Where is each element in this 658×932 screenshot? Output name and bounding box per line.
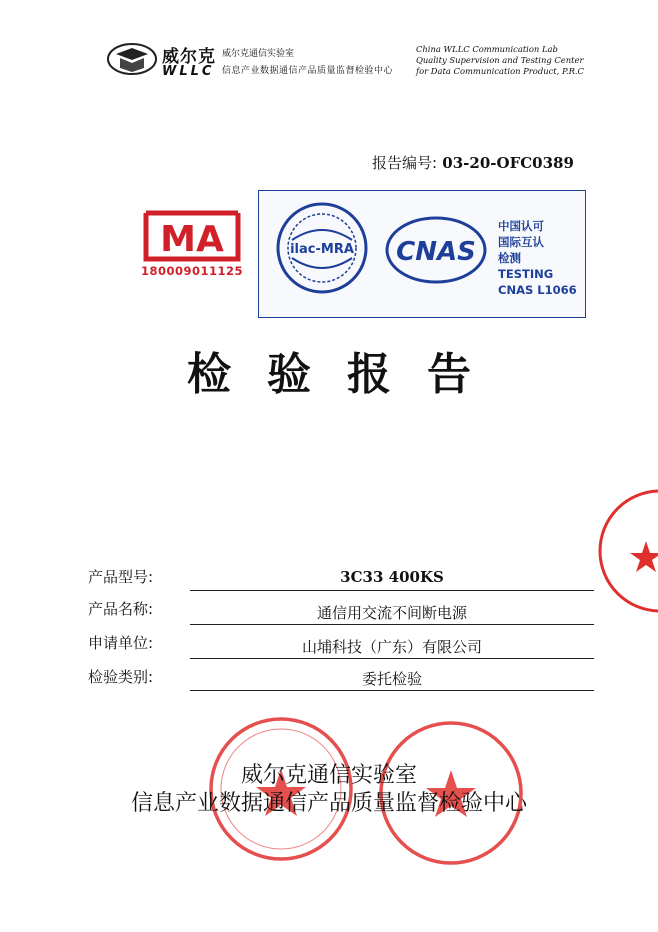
edge-seal-icon [580, 486, 658, 616]
letterhead-en-line: Quality Supervision and Testing Center [416, 55, 584, 65]
field-label-model: 产品型号: [88, 568, 154, 586]
wllc-logo-icon [106, 42, 158, 76]
cnas-caption-line: TESTING [498, 267, 554, 281]
lab-chinese-name: 威尔克通信实验室 [222, 49, 295, 59]
letterhead-en-line: China WLLC Communication Lab [416, 44, 558, 54]
field-value-applicant: 山埔科技（广东）有限公司 [301, 638, 482, 656]
letterhead-english-block [416, 44, 584, 77]
cnas-logo-icon [384, 214, 488, 286]
field-value-category: 委托检验 [361, 670, 422, 688]
brand-chinese-name: 威尔克 [162, 47, 216, 67]
field-value-name: 通信用交流不间断电源 [316, 604, 467, 622]
cnas-caption-line: CNAS L1066 [498, 283, 577, 297]
report-number-label: 报告编号: [372, 154, 438, 172]
document-title: 检验报告 [187, 349, 507, 400]
cma-text: MA [160, 219, 224, 260]
field-label-category: 检验类别: [88, 668, 154, 686]
ilac-mra-icon [274, 200, 370, 296]
field-label-name: 产品名称: [88, 600, 154, 618]
cnas-caption-line: 中国认可 [498, 219, 544, 233]
cnas-text: CNAS [396, 237, 476, 267]
field-underline [190, 658, 594, 659]
cnas-caption-line: 检测 [498, 251, 521, 265]
field-underline [190, 590, 594, 591]
report-number [372, 152, 574, 173]
cnas-caption-line: 国际互认 [498, 235, 544, 249]
field-underline [190, 690, 594, 691]
cma-number: 180009011125 [140, 264, 244, 278]
cnas-caption [498, 218, 577, 298]
field-underline [190, 624, 594, 625]
field-label-applicant: 申请单位: [88, 634, 154, 652]
field-value-model: 3C33 400KS [340, 568, 444, 586]
issuer-center-name: 信息产业数据通信产品质量监督检验中心 [130, 791, 527, 816]
report-number-value: 03-20-OFC0389 [442, 154, 574, 172]
ilac-text: ilac-MRA [290, 242, 354, 257]
center-chinese-name: 信息产业数据通信产品质量监督检验中心 [222, 66, 394, 76]
letterhead-en-line: for Data Communication Product, P.R.C [416, 66, 584, 76]
brand-english-name: WLLC [162, 64, 215, 79]
issuer-lab-name: 威尔克通信实验室 [240, 763, 417, 788]
